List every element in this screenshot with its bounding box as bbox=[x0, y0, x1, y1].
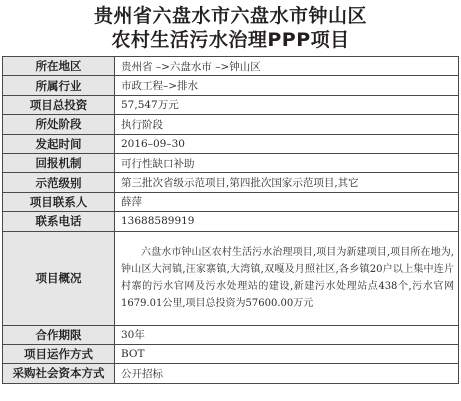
value-term: 30年 bbox=[115, 325, 459, 344]
label-total-investment: 项目总投资 bbox=[3, 95, 115, 114]
row-total-investment bbox=[3, 95, 459, 114]
row-term bbox=[3, 325, 459, 344]
page-title bbox=[0, 0, 461, 56]
row-procurement bbox=[3, 364, 459, 383]
row-contact-person bbox=[3, 192, 459, 211]
value-start-date: 2016–09–30 bbox=[115, 134, 459, 153]
title-line-1: 贵州省六盘水市六盘水市钟山区 bbox=[93, 5, 367, 27]
row-region bbox=[3, 57, 459, 76]
row-operation-mode bbox=[3, 344, 459, 363]
label-term: 合作期限 bbox=[3, 325, 115, 344]
label-demo-level: 示范级别 bbox=[3, 173, 115, 192]
label-operation-mode: 项目运作方式 bbox=[3, 344, 115, 363]
value-operation-mode: BOT bbox=[115, 344, 459, 363]
label-overview: 项目概况 bbox=[3, 231, 115, 325]
row-demo-level bbox=[3, 173, 459, 192]
value-return-mechanism: 可行性缺口补助 bbox=[115, 153, 459, 172]
label-start-date: 发起时间 bbox=[3, 134, 115, 153]
value-stage: 执行阶段 bbox=[115, 115, 459, 134]
row-industry bbox=[3, 76, 459, 95]
row-phone bbox=[3, 212, 459, 231]
label-region: 所在地区 bbox=[3, 57, 115, 76]
label-return-mechanism: 回报机制 bbox=[3, 153, 115, 172]
value-total-investment: 57,547万元 bbox=[115, 95, 459, 114]
value-contact-person: 薛萍 bbox=[115, 192, 459, 211]
project-info-table bbox=[2, 56, 459, 384]
label-phone: 联系电话 bbox=[3, 212, 115, 231]
row-return-mechanism bbox=[3, 153, 459, 172]
label-procurement: 采购社会资本方式 bbox=[3, 364, 115, 383]
value-phone: 13688589919 bbox=[115, 212, 459, 231]
label-industry: 所属行业 bbox=[3, 76, 115, 95]
title-line-2: 农村生活污水治理PPP项目 bbox=[111, 29, 350, 51]
value-industry: 市政工程–>排水 bbox=[115, 76, 459, 95]
value-region: 贵州省 –>六盘水市 –>钟山区 bbox=[115, 57, 459, 76]
value-overview: 六盘水市钟山区农村生活污水治理项目,项目为新建项目,项目所在地为,钟山区大河镇,汪家寨镇,大湾镇,双嘎及月照社区,各乡镇20户以上集中连片村寨的污水官网及污水处理站的建设,新建污水处理站点438个,污水官网1679.01公里,项目总投资为57600.00万元 bbox=[115, 231, 459, 325]
label-stage: 所处阶段 bbox=[3, 115, 115, 134]
label-contact-person: 项目联系人 bbox=[3, 192, 115, 211]
row-stage bbox=[3, 115, 459, 134]
value-demo-level: 第三批次省级示范项目,第四批次国家示范项目,其它 bbox=[115, 173, 459, 192]
row-overview bbox=[3, 231, 459, 325]
value-procurement: 公开招标 bbox=[115, 364, 459, 383]
row-start-date bbox=[3, 134, 459, 153]
